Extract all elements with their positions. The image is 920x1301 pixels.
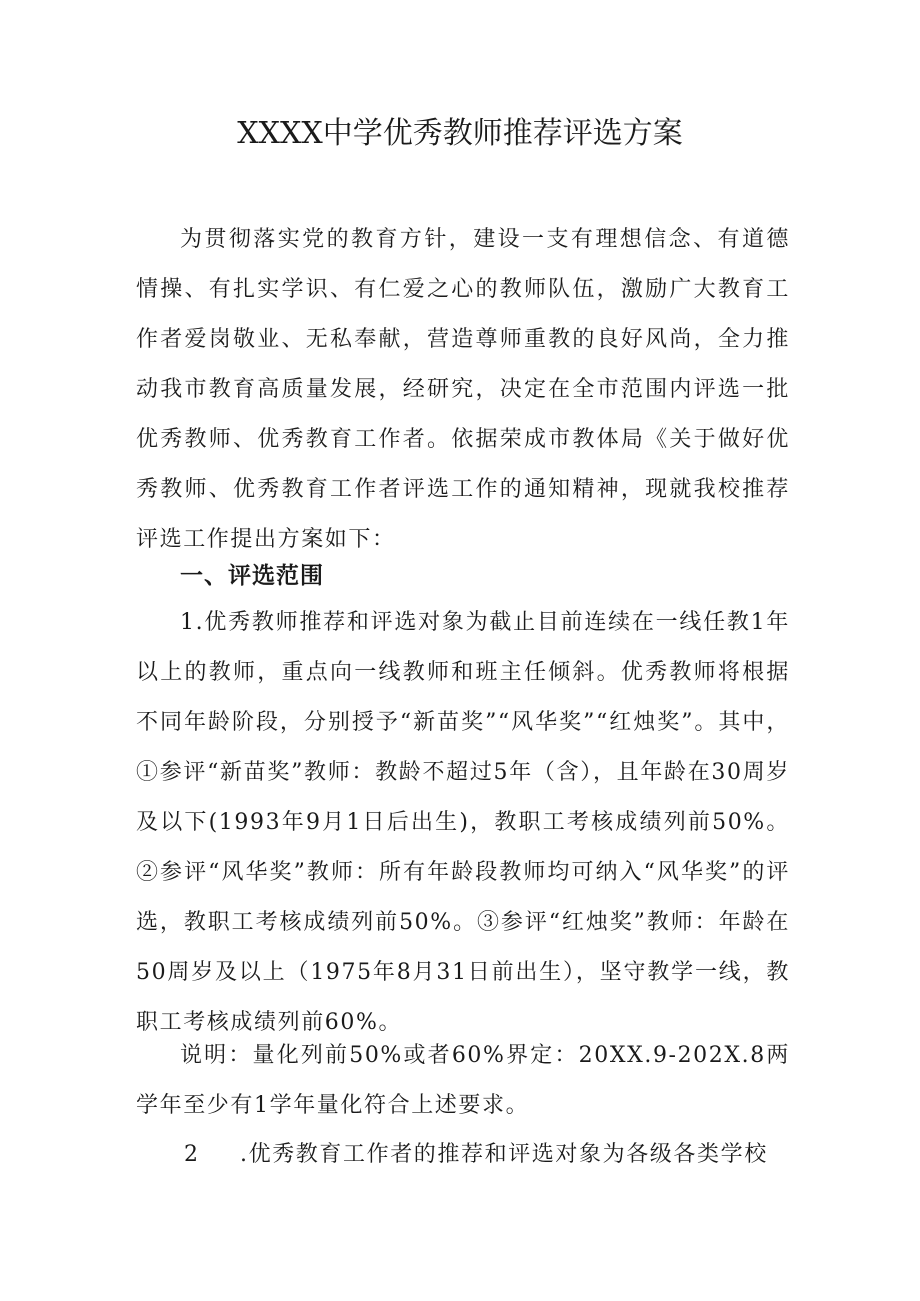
document-title: XXXX中学优秀教师推荐评选方案 (237, 116, 683, 151)
item-2-text: .优秀教育工作者的推荐和评选对象为各级各类学校 (240, 1142, 768, 1167)
intro-paragraph: 为贯彻落实党的教育方针，建设一支有理想信念、有道德情操、有扎实学识、有仁爱之心的教师队伍，激励广大教育工作者爱岗敬业、无私奉献，营造尊师重教的良好风尚，全力推动我市教育高质量发展，经研究，决定在全市范围内评选一批优秀教师、优秀教育工作者。依据荣成市教体局《关于做好优秀教师、优秀教育工作者评选工作的通知精神，现就我校推荐评选工作提出方案如下： (136, 227, 790, 552)
item-2-number: 2 (184, 1142, 200, 1167)
item-2-paragraph (184, 1130, 790, 1180)
section-heading-scope: 一、评选范围 (180, 563, 324, 589)
note-paragraph: 说明：量化列前50%或者60%界定：20XX.9-202X.8两学年至少有1学年量化符合上述要求。 (136, 1043, 790, 1118)
item-1-paragraph: 1.优秀教师推荐和评选对象为截止目前连续在一线任教1年以上的教师，重点向一线教师和班主任倾斜。优秀教师将根据不同年龄阶段，分别授予“新苗奖”“风华奖”“红烛奖”。其中，①参评“新苗奖”教师：教龄不超过5年（含），且年龄在30周岁及以下(1993年9月1日后出生)，教职工考核成绩列前50%。②参评“风华奖”教师：所有年龄段教师均可纳入“风华奖”的评选，教职工考核成绩列前50%。③参评“红烛奖”教师：年龄在50周岁及以上（1975年8月31日前出生），坚守教学一线，教职工考核成绩列前60%。 (136, 610, 790, 1035)
